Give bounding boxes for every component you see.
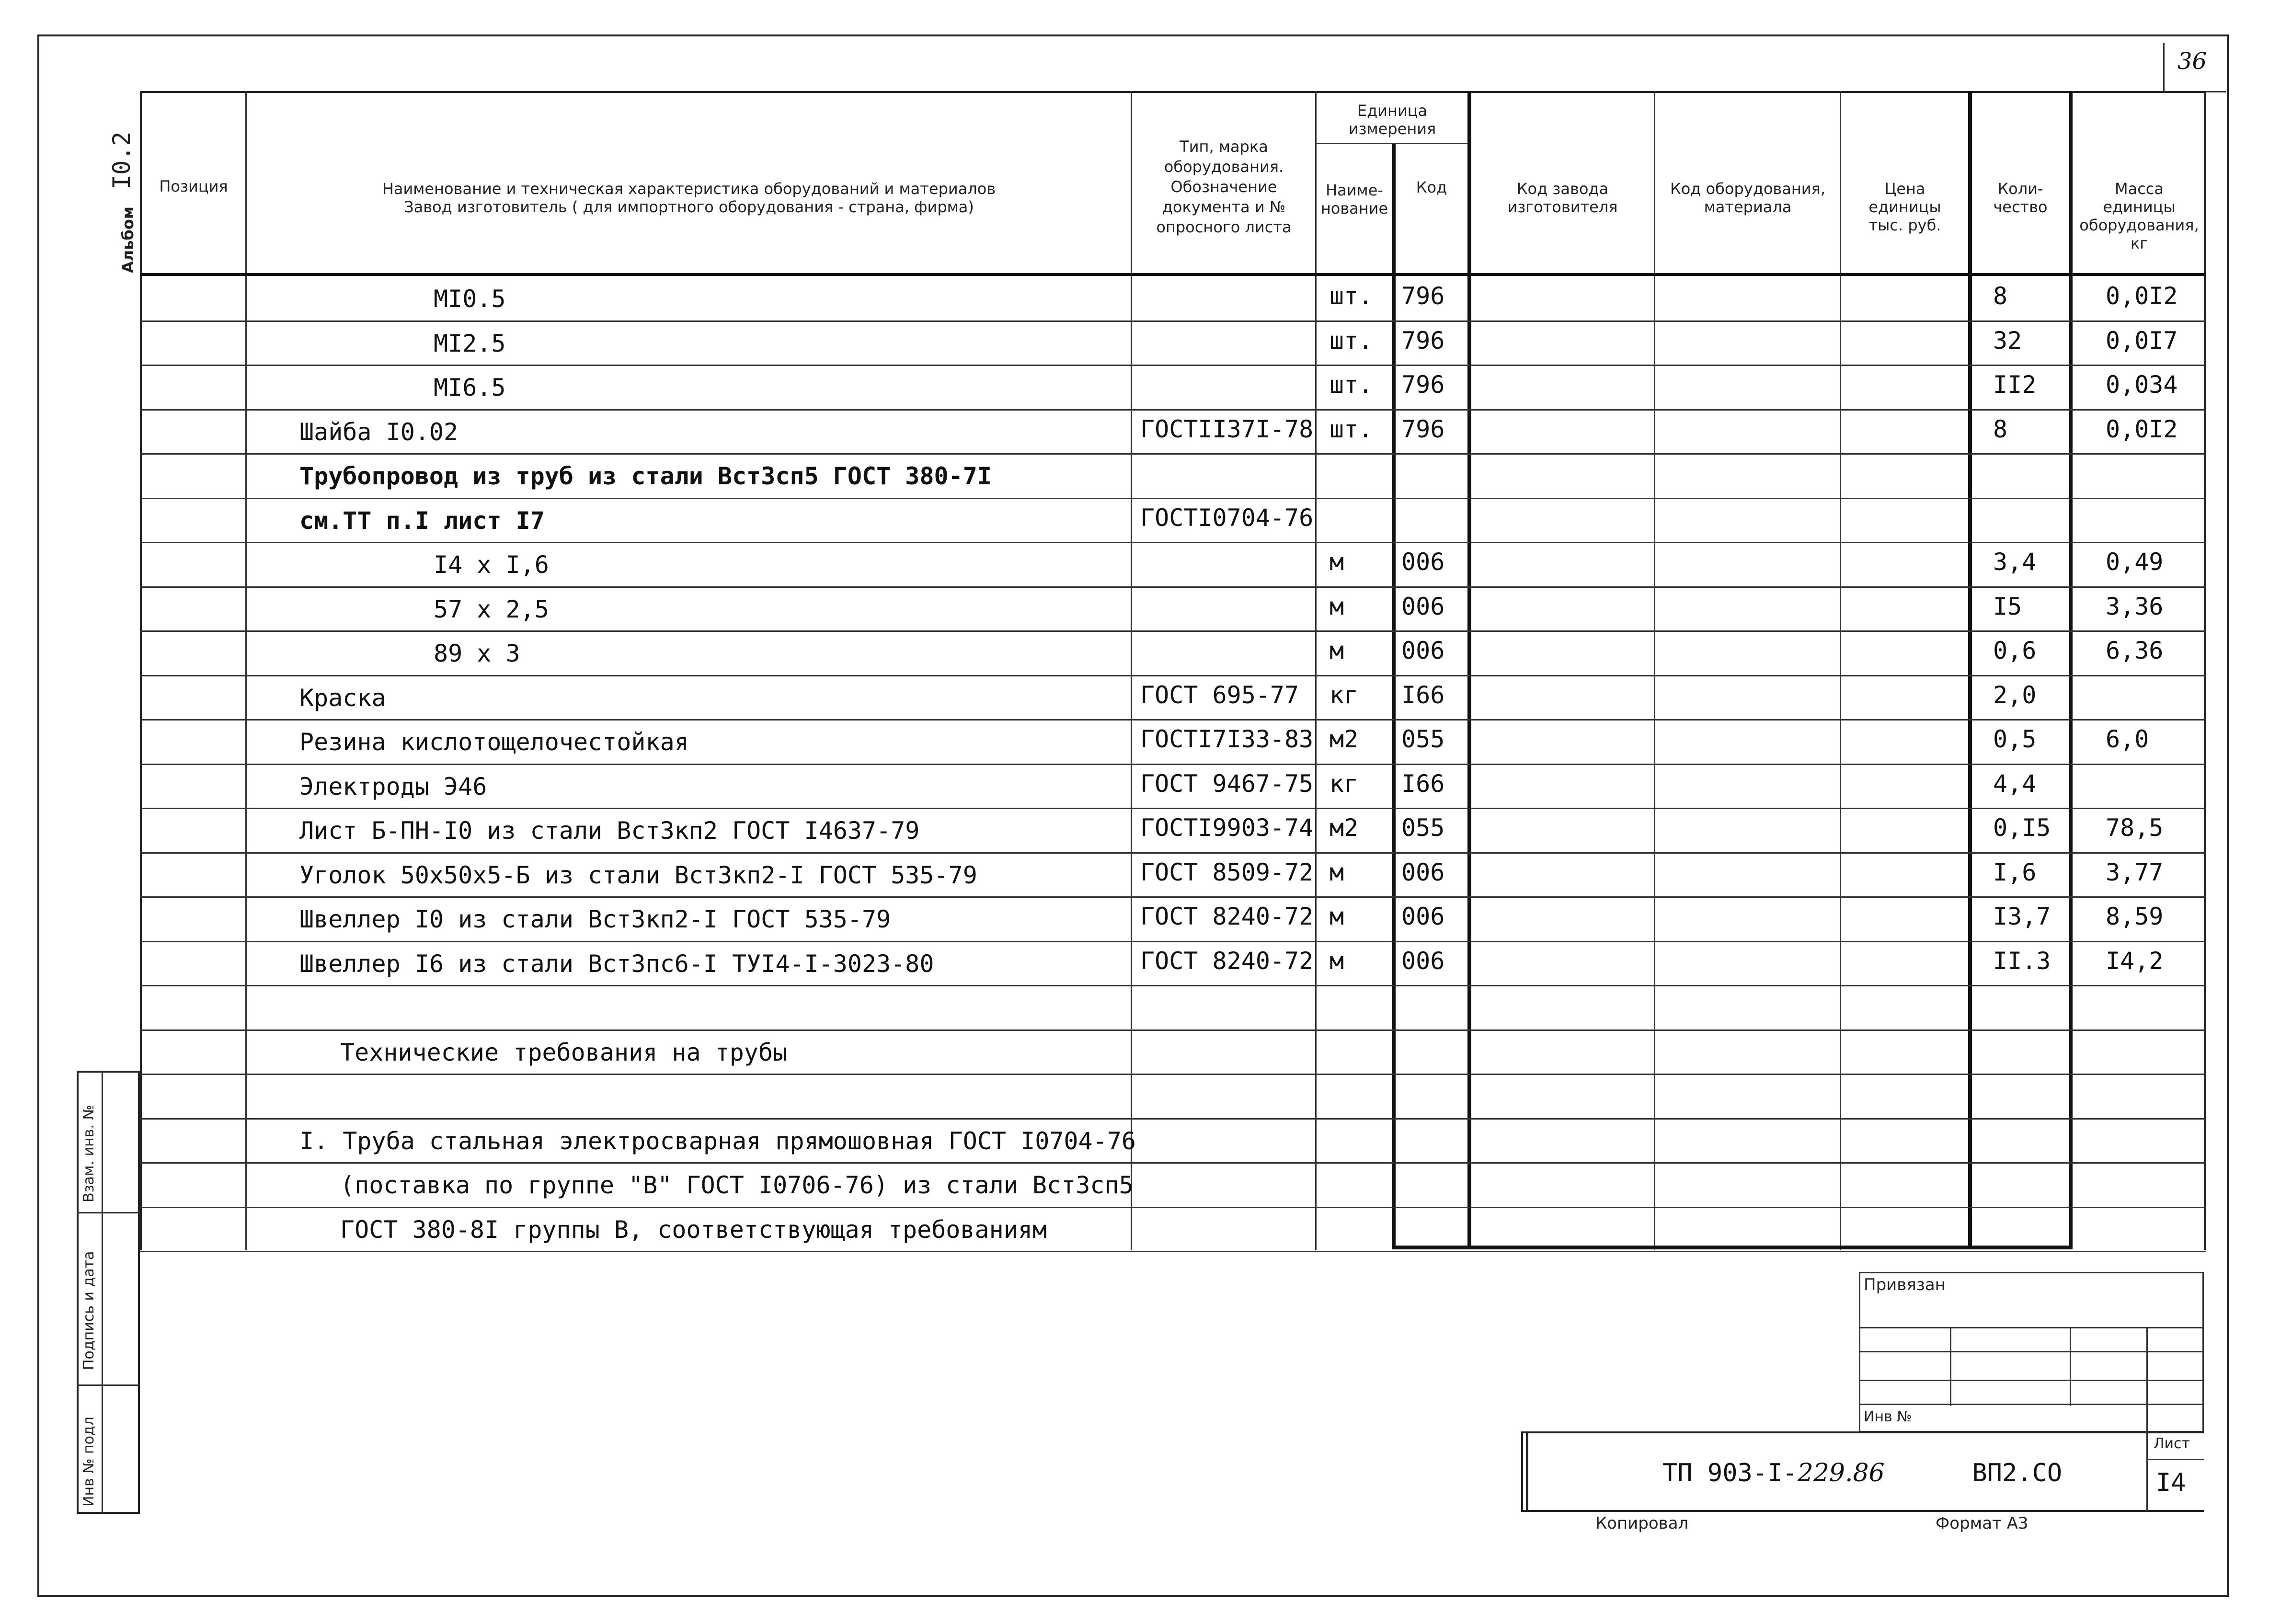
bold-area-bottom bbox=[1392, 1246, 2073, 1249]
page-number: 36 bbox=[2177, 48, 2207, 75]
cell-name: Электроды Э46 bbox=[299, 772, 487, 801]
cell-code: 006 bbox=[1401, 592, 1445, 620]
row-line bbox=[140, 409, 2206, 411]
row-line bbox=[140, 365, 2206, 366]
cell-unit: м bbox=[1329, 947, 1344, 975]
cell-name: 89 x 3 bbox=[434, 640, 520, 667]
row-line bbox=[140, 1074, 2206, 1075]
cell-code: 006 bbox=[1401, 637, 1445, 664]
title-stamp-divider bbox=[1526, 1431, 1528, 1512]
cell-qty: 8 bbox=[1993, 282, 2008, 310]
row-line bbox=[140, 808, 2206, 809]
cell-qty: 32 bbox=[1993, 326, 2022, 355]
page-number-box bbox=[2163, 43, 2226, 92]
cell-unit: м2 bbox=[1329, 814, 1359, 842]
bound-grid-line bbox=[1859, 1404, 2204, 1405]
cell-code: 006 bbox=[1401, 947, 1445, 975]
row-line bbox=[140, 675, 2206, 676]
cell-name: Лист Б-ПН-I0 из стали ВстЗкп2 ГОСТ I4637-79 bbox=[299, 817, 920, 845]
cell-doc: ГОСТ 9467-75 bbox=[1140, 769, 1314, 798]
cell-mass: 78,5 bbox=[2106, 814, 2164, 842]
header-name: Наименование и техническая характеристика оборудований и материалов Завод изготовитель ( для импортного оборудования - страна, фирма) bbox=[382, 180, 996, 216]
row-line bbox=[140, 320, 2206, 322]
cell-unit: м bbox=[1329, 903, 1344, 930]
cell-qty: I5 bbox=[1993, 592, 2022, 620]
col-line bbox=[1131, 91, 1132, 1250]
header-equip-code: Код оборудования, материала bbox=[1670, 180, 1826, 216]
cell-name: 57 x 2,5 bbox=[434, 595, 549, 623]
row-line bbox=[140, 941, 2206, 942]
cell-mass: 0,49 bbox=[2106, 548, 2164, 576]
row-line bbox=[140, 1118, 2206, 1120]
cell-unit: кг bbox=[1329, 681, 1359, 709]
cell-doc: ГОСТ 8240-72 bbox=[1140, 903, 1314, 930]
cell-unit: шт. bbox=[1329, 282, 1373, 310]
col-line bbox=[1315, 91, 1317, 1250]
cell-qty: 0,I5 bbox=[1993, 814, 2051, 842]
cell-code: 006 bbox=[1401, 858, 1445, 886]
cell-code: 055 bbox=[1401, 814, 1445, 842]
cell-mass: 3,77 bbox=[2106, 858, 2164, 886]
side-stamp-sep bbox=[77, 1212, 140, 1213]
cell-mass: 6,36 bbox=[2106, 637, 2164, 664]
cell-code: 796 bbox=[1401, 371, 1445, 399]
cell-unit: м bbox=[1329, 637, 1344, 664]
header-position: Позиция bbox=[159, 177, 228, 195]
row-line bbox=[140, 896, 2206, 898]
cell-qty: 0,5 bbox=[1993, 725, 2037, 753]
cell-mass: 6,0 bbox=[2106, 725, 2149, 753]
cell-code: 006 bbox=[1401, 548, 1445, 576]
cell-mass: 0,0I2 bbox=[2106, 415, 2178, 443]
cell-mass: 0,0I7 bbox=[2106, 326, 2178, 355]
cell-name: Швеллер I0 из стали ВстЗкп2-I ГОСТ 535-79 bbox=[299, 905, 891, 933]
cell-name: (поставка по группе "В" ГОСТ I0706-76) из стали ВстЗсп5 bbox=[340, 1171, 1134, 1199]
cell-doc: ГОСТII37I-78 bbox=[1140, 415, 1314, 443]
copied-label: Копировал bbox=[1595, 1514, 1689, 1533]
cell-unit: м bbox=[1329, 548, 1344, 576]
cell-name: см.ТТ п.I лист I7 bbox=[299, 506, 545, 535]
row-line bbox=[140, 1029, 2206, 1031]
cell-mass: 8,59 bbox=[2106, 903, 2164, 930]
row-line bbox=[140, 764, 2206, 765]
cell-doc: ГОСТI0704-76 bbox=[1140, 503, 1314, 532]
bound-label: Привязан bbox=[1864, 1275, 1946, 1294]
cell-code: 796 bbox=[1401, 415, 1445, 443]
header-unit: Единица измерения bbox=[1348, 102, 1436, 138]
cell-unit: шт. bbox=[1329, 326, 1373, 355]
cell-name: Краска bbox=[299, 684, 386, 712]
cell-doc: ГОСТI9903-74 bbox=[1140, 814, 1314, 842]
col-line bbox=[1840, 91, 1841, 1250]
cell-code: 055 bbox=[1401, 725, 1445, 753]
side-stamp-inv-replace: Взам. инв. № bbox=[80, 1105, 97, 1202]
title-stamp-divider bbox=[2146, 1431, 2148, 1512]
bound-grid-line bbox=[2070, 1327, 2071, 1406]
cell-name: Технические требования на трубы bbox=[340, 1038, 788, 1066]
cell-name: Трубопровод из труб из стали ВстЗсп5 ГОСТ 380-7I bbox=[299, 462, 992, 490]
col-line bbox=[1654, 91, 1655, 1250]
cell-unit: кг bbox=[1329, 769, 1359, 798]
header-plant-code: Код завода изготовителя bbox=[1507, 180, 1618, 216]
cell-code: 006 bbox=[1401, 903, 1445, 930]
cell-mass: 3,36 bbox=[2106, 592, 2164, 620]
cell-unit: шт. bbox=[1329, 371, 1373, 399]
cell-unit: шт. bbox=[1329, 415, 1373, 443]
row-line bbox=[140, 719, 2206, 721]
cell-qty: II2 bbox=[1993, 371, 2037, 399]
cell-doc: ГОСТ 8509-72 bbox=[1140, 858, 1314, 886]
cell-qty: 0,6 bbox=[1993, 637, 2037, 664]
cell-mass: 0,034 bbox=[2106, 371, 2178, 399]
cell-name: I4 x I,6 bbox=[434, 551, 549, 579]
cell-name: Шайба I0.02 bbox=[299, 418, 458, 446]
cell-name: Резина кислотощелочестойкая bbox=[299, 728, 689, 756]
header-unit-name: Наиме- нование bbox=[1320, 181, 1388, 217]
cell-name: I. Труба стальная электросварная прямошовная ГОСТ I0704-76 bbox=[299, 1127, 1136, 1155]
col-line bbox=[245, 91, 247, 1250]
cell-qty: II.3 bbox=[1993, 947, 2051, 975]
row-line bbox=[140, 586, 2206, 588]
cell-code: I66 bbox=[1401, 769, 1445, 798]
bound-grid-line bbox=[1950, 1327, 1951, 1406]
side-stamp-sign-date: Подпись и дата bbox=[80, 1251, 97, 1370]
cell-unit: м bbox=[1329, 858, 1344, 886]
bound-grid-line bbox=[1859, 1351, 2204, 1352]
cell-qty: 3,4 bbox=[1993, 548, 2037, 576]
cell-name: MI2.5 bbox=[434, 329, 506, 357]
col-line-bold bbox=[1392, 144, 1396, 1248]
row-line bbox=[140, 1207, 2206, 1208]
header-mass: Масса единицы оборудования, кг bbox=[2079, 180, 2199, 252]
side-stamp-inv-orig: Инв № подл bbox=[80, 1417, 97, 1507]
cell-name: Уголок 50x50x5-Б из стали ВстЗкп2-I ГОСТ 535-79 bbox=[299, 861, 977, 889]
cell-doc: ГОСТ 695-77 bbox=[1140, 681, 1299, 709]
cell-code: I66 bbox=[1401, 681, 1445, 709]
cell-name: ГОСТ 380-8I группы В, соответствующая требованиям bbox=[340, 1215, 1047, 1244]
cell-unit: м bbox=[1329, 592, 1344, 620]
cell-code: 796 bbox=[1401, 282, 1445, 310]
bound-grid-line bbox=[1859, 1327, 2204, 1328]
bound-grid-line bbox=[2146, 1327, 2148, 1432]
title-stamp-divider bbox=[2146, 1459, 2204, 1460]
row-line bbox=[140, 1251, 2206, 1252]
cell-name: Швеллер I6 из стали ВстЗпс6-I ТУI4-I-3023-80 bbox=[299, 949, 934, 978]
inv-number-label: Инв № bbox=[1864, 1408, 1912, 1425]
header-unit-code: Код bbox=[1416, 178, 1447, 196]
cell-doc: ГОСТI7I33-83 bbox=[1140, 725, 1314, 753]
format-label: Формат А3 bbox=[1936, 1514, 2028, 1533]
sheet-label: Лист bbox=[2154, 1435, 2190, 1452]
row-line bbox=[140, 542, 2206, 543]
cell-qty: 2,0 bbox=[1993, 681, 2037, 709]
album-number: I0.2 bbox=[108, 131, 136, 189]
cell-qty: I,6 bbox=[1993, 858, 2037, 886]
cell-qty: 8 bbox=[1993, 415, 2008, 443]
header-quantity: Коли- чество bbox=[1993, 180, 2048, 216]
row-line bbox=[140, 630, 2206, 632]
row-line bbox=[140, 498, 2206, 499]
side-stamp-divider bbox=[102, 1071, 103, 1514]
cell-mass: 0,0I2 bbox=[2106, 282, 2178, 310]
unit-header-sep bbox=[1315, 143, 1467, 144]
cell-qty: 4,4 bbox=[1993, 769, 2037, 798]
cell-mass: I4,2 bbox=[2106, 947, 2164, 975]
row-line bbox=[140, 852, 2206, 854]
document-designation: ТП 903-I-229.86 ВП2.СО bbox=[1662, 1459, 2063, 1487]
cell-name: MI0.5 bbox=[434, 285, 506, 313]
spec-table bbox=[140, 91, 2206, 1250]
cell-qty: I3,7 bbox=[1993, 903, 2051, 930]
side-stamp-sep bbox=[77, 1384, 140, 1386]
header-price: Цена единицы тыс. руб. bbox=[1868, 180, 1941, 234]
row-line bbox=[140, 985, 2206, 986]
cell-doc: ГОСТ 8240-72 bbox=[1140, 947, 1314, 975]
header-type: Тип, марка оборудования. Обозначение документа и № опросного листа bbox=[1156, 137, 1292, 236]
row-line bbox=[140, 453, 2206, 455]
cell-unit: м2 bbox=[1329, 725, 1359, 753]
album-label: Альбом bbox=[119, 206, 137, 273]
row-line bbox=[140, 1162, 2206, 1164]
cell-name: MI6.5 bbox=[434, 374, 506, 401]
cell-code: 796 bbox=[1401, 326, 1445, 355]
sheet-number: I4 bbox=[2156, 1468, 2186, 1497]
bound-grid-line bbox=[1859, 1380, 2204, 1381]
header-bottom bbox=[140, 273, 2206, 276]
